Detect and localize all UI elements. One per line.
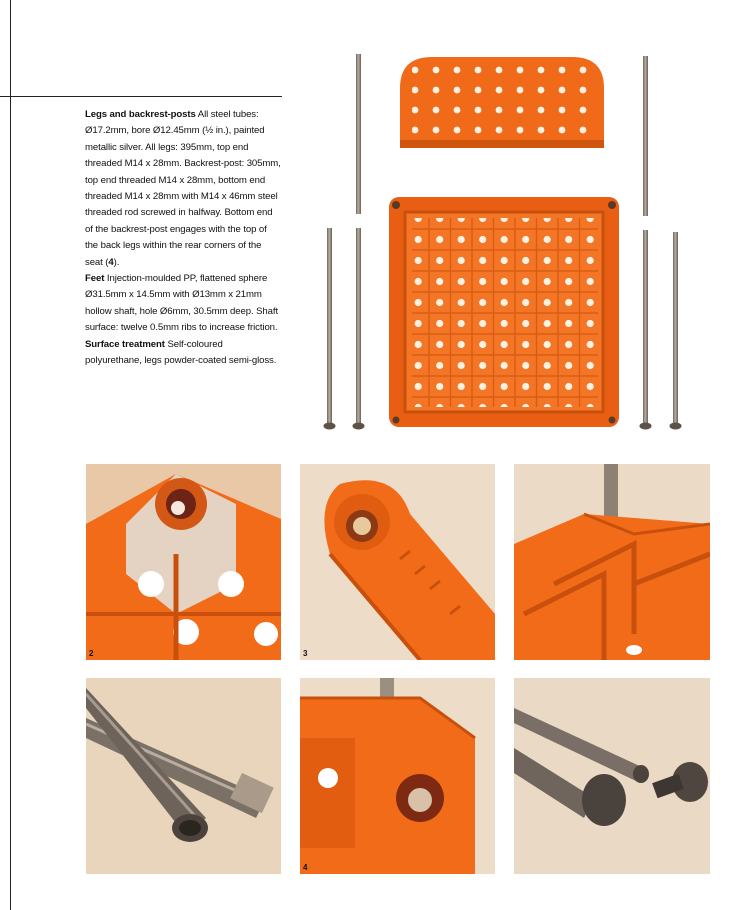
legs-body: All steel tubes: Ø17.2mm, bore Ø12.45mm (½ in.), painted metallic silver. All legs: 395mm, top end threaded M14 x 28mm. Backrest-post: 305mm, top end threaded M14 x 28mm, bottom end threaded M14 x 28mm with M14 x 46mm steel threaded rod screwed in halfway. Bottom end of the backrest-post engages with the top of the back legs within the rear corners of the seat (: [85, 109, 281, 268]
surface-body: Self-coloured polyurethane, legs powder-coated semi-gloss.: [85, 338, 277, 367]
leg-1: [327, 228, 332, 426]
feet-heading: Feet: [85, 273, 105, 285]
legs-close: ).: [113, 256, 120, 268]
corner-hole-illustration: [300, 678, 495, 874]
feet-illustration: [514, 678, 710, 874]
backrest-post-left: [356, 54, 361, 214]
page-edge-line: [10, 0, 11, 910]
backrest-panel: [400, 57, 604, 148]
seat-panel: [389, 197, 619, 427]
feet-paragraph: [85, 271, 281, 337]
threaded-tubes-illustration: [86, 678, 281, 874]
detail-photo-feet: [514, 678, 710, 874]
legs-heading: Legs and backrest-posts: [85, 109, 196, 120]
figure-2-number: 2: [89, 649, 94, 658]
feet-body: Injection-moulded PP, flattened sphere Ø31.5mm x 14.5mm with Ø13mm x 21mm hollow shaft, hole Ø6mm, 30.5mm deep. Shaft surface: twelve 0.5mm ribs to increase friction.: [85, 273, 279, 334]
legs-figure-ref: 4: [108, 256, 114, 268]
detail-photo-foot: [300, 464, 495, 660]
specification-text: [85, 107, 281, 370]
detail-photo-seat-corner: [86, 464, 281, 660]
foot-illustration: [300, 464, 495, 660]
exploded-parts-photo: [300, 40, 710, 440]
leg-3: [643, 230, 648, 426]
detail-photo-corner-hole: [300, 678, 495, 874]
post-in-corner-illustration: [514, 464, 710, 660]
figure-3-number: 3: [303, 649, 308, 658]
surface-paragraph: [85, 337, 281, 370]
figure-4-number: 4: [303, 863, 308, 872]
leg-4: [673, 232, 678, 426]
header-rule: [0, 96, 282, 97]
leg-2: [356, 228, 361, 426]
legs-paragraph: [85, 107, 281, 271]
detail-photo-threaded-tubes: [86, 678, 281, 874]
surface-heading: Surface treatment: [85, 338, 165, 350]
detail-photo-post-in-corner: [514, 464, 710, 660]
seat-corner-illustration: [86, 464, 281, 660]
backrest-post-right: [643, 56, 648, 216]
